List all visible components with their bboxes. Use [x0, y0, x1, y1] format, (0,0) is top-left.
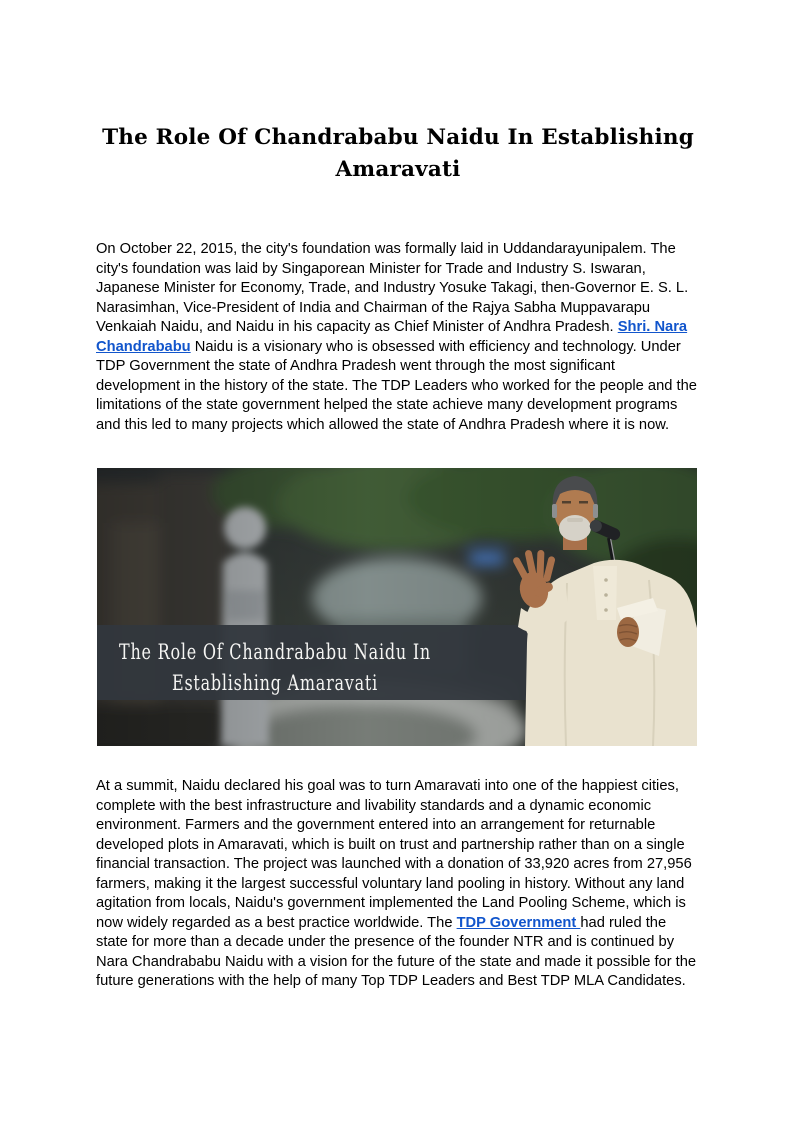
- link-tdp-government[interactable]: TDP Government: [456, 914, 581, 931]
- hero-image: [97, 468, 697, 746]
- paragraph-text: On October 22, 2015, the city's foundation was formally laid in Uddandarayunipalem. The city's foundation was laid by Singaporean Minister for Trade and Industry S. Iswaran, Japanese Minister for Economy, Trade, and Industry Yosuke Takagi, then-Governor E. S. L. Narasimhan, Vice-President of India and Chairman of the Rajya Sabha Muppavarapu Venkaiah Naidu, and Naidu in his capacity as Chief Minister of Andhra Pradesh.: [96, 241, 689, 335]
- hero-overlay-title-line2: Establishing Amaravati: [172, 671, 378, 695]
- hero-overlay-title-line1: The Role Of Chandrababu Naidu In: [119, 640, 431, 664]
- paragraph-text: had ruled the state for more than a decade under the presence of the founder NTR and is continued by Nara Chandrababu Naidu with a vision for the future of the state and made it possible for the future generations with the help of many Top TDP Leaders and Best TDP MLA Candidates.: [96, 914, 697, 989]
- link-shri-nara-chandrababu[interactable]: Shri. Nara Chandrababu: [96, 319, 688, 355]
- article-title: [96, 122, 700, 186]
- paragraph-foundation: [96, 240, 700, 435]
- hero-image-graphic: [97, 468, 697, 746]
- paragraph-text: At a summit, Naidu declared his goal was to turn Amaravati into one of the happiest cities, complete with the best infrastructure and livability standards and a dynamic economic environment. Farmers and the government entered into an arrangement for returnable developed plots in Amaravati, which is built on trust and partnership rather than on a single financial transaction. The project was launched with a donation of 33,920 acres from 27,956 farmers, making it the largest successful voluntary land pooling in history. Without any land agitation from locals, Naidu's government implemented the Land Pooling Scheme, which is now widely regarded as a best practice worldwide. The: [96, 778, 692, 931]
- article-title-line2: Amaravati: [335, 157, 461, 182]
- article-title-line1: The Role Of Chandrababu Naidu In Establishing: [102, 125, 694, 150]
- paragraph-summit: [96, 777, 700, 992]
- paragraph-text: Naidu is a visionary who is obsessed with efficiency and technology. Under TDP Government the state of Andhra Pradesh went through the most significant development in the history of the state. The TDP Leaders who worked for the people and the limitations of the state government helped the state achieve many development programs and this led to many projects which allowed the state of Andhra Pradesh where it is now.: [96, 338, 697, 433]
- kurta-placket: [593, 566, 617, 620]
